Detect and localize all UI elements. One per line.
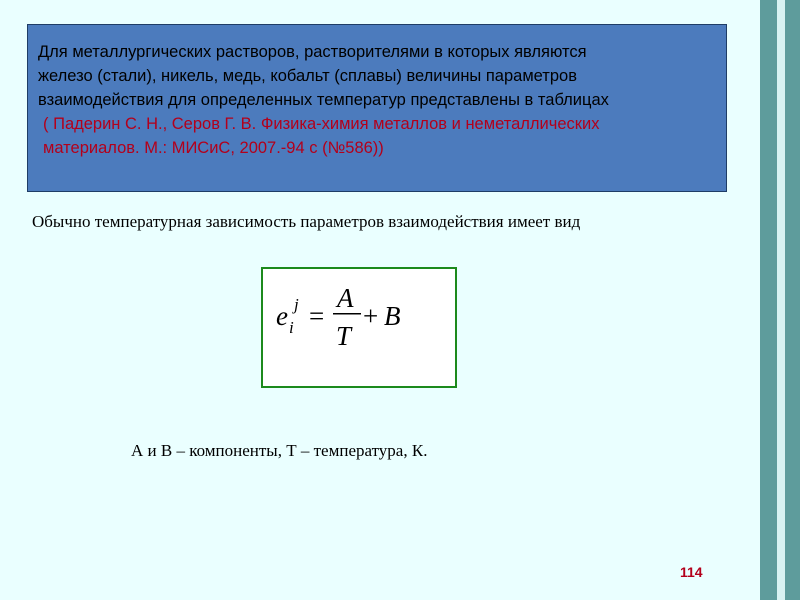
formula-base: e (276, 301, 288, 331)
variables-legend: А и В – компоненты, Т – температура, К. (131, 441, 428, 460)
formula-constant: B (384, 301, 401, 331)
reference-line-2: материалов. М.: МИСиС, 2007.-94 с (№586)) (43, 139, 384, 157)
formula-equals: = (309, 301, 325, 331)
info-line-1: Для металлургических растворов, растворителями в которых являются (38, 43, 587, 61)
side-stripe-highlight (777, 0, 785, 600)
formula-box (261, 267, 457, 388)
reference-line-1: ( Падерин С. Н., Серов Г. В. Физика-химия металлов и неметаллических (43, 115, 600, 133)
formula-superscript: j (294, 295, 299, 314)
fraction-bar (333, 313, 361, 315)
info-box (27, 24, 727, 192)
info-line-3: взаимодействия для определенных температур представлены в таблицах (38, 91, 609, 109)
page-number: 114 (680, 564, 703, 580)
formula-subscript: i (289, 318, 294, 337)
formula-plus: + (363, 301, 379, 331)
info-line-2: железо (стали), никель, медь, кобальт (сплавы) величины параметров (38, 67, 577, 85)
intro-text: Обычно температурная зависимость параметров взаимодействия имеет вид (32, 212, 581, 231)
formula (263, 269, 455, 386)
formula-denominator: T (336, 321, 352, 351)
formula-numerator: A (337, 283, 354, 313)
